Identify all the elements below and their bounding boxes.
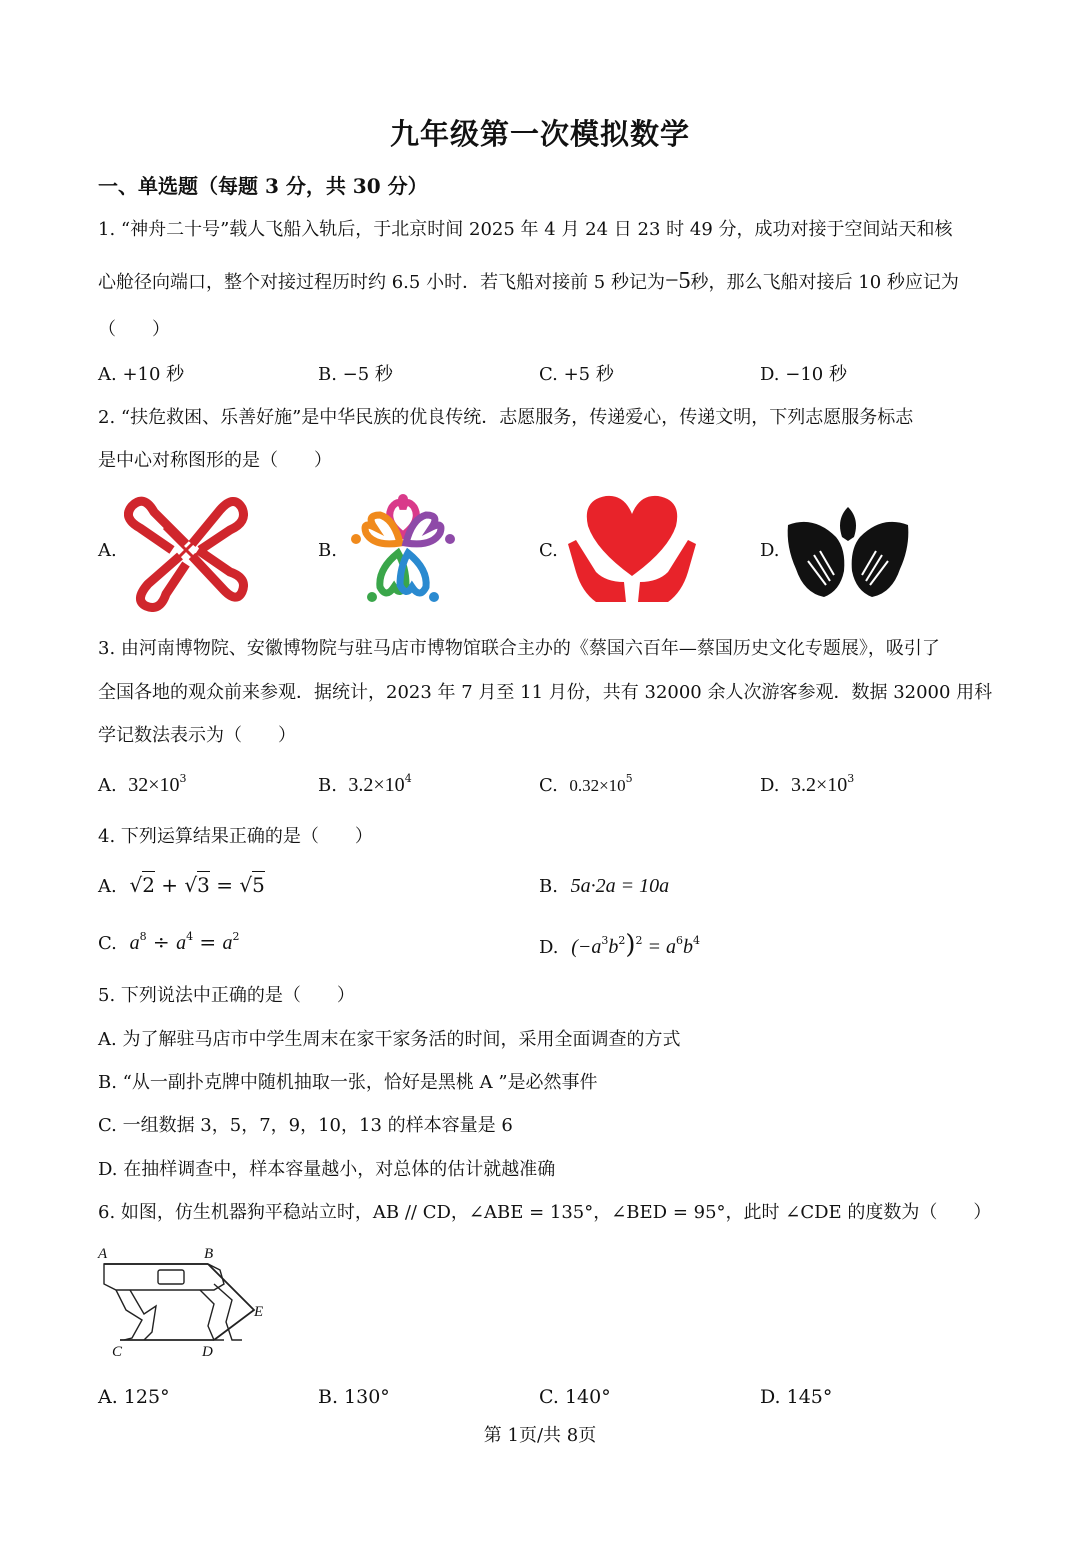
label-a: A xyxy=(98,1246,108,1262)
q4-c-base-3: a xyxy=(222,932,233,954)
q3-option-b-label: B. xyxy=(318,775,337,796)
q3-option-b-base: 3.2×10 xyxy=(348,774,405,796)
q2-label-a[interactable]: A. xyxy=(98,540,117,561)
q6-option-b[interactable]: B. 130° xyxy=(318,1386,390,1408)
q1-line-2c: 秒，那么飞船对接后 10 秒应记为 xyxy=(690,272,959,293)
q3-option-b[interactable] xyxy=(318,772,412,797)
q2-label-c[interactable]: C. xyxy=(539,540,558,561)
q4-c-divide: ÷ xyxy=(146,930,177,954)
q4-c-exp-1: 8 xyxy=(139,930,147,943)
q2-line-1: 2. “扶危救困、乐善好施”是中华民族的优良传统．志愿服务，传递爱心，传递文明，下列志愿服务标志 xyxy=(98,407,914,428)
q3-option-d[interactable] xyxy=(760,772,854,797)
robot-dog-figure xyxy=(96,1240,286,1364)
black-hands-logo-icon[interactable] xyxy=(786,505,910,599)
q6-option-d[interactable]: D. 145° xyxy=(760,1386,833,1408)
q3-option-a-label: A. xyxy=(98,775,117,796)
q4-option-b-label: B. xyxy=(539,876,558,897)
q2-line-2: 是中心对称图形的是（ ） xyxy=(98,450,332,471)
q4-option-c-label: C. xyxy=(98,933,117,954)
q4-d-eq: = a xyxy=(642,936,677,958)
q1-minus-five: −5 xyxy=(664,268,691,294)
q6-option-a[interactable]: A. 125° xyxy=(98,1386,170,1408)
q3-option-d-label: D. xyxy=(760,775,780,796)
robot-panel xyxy=(158,1270,184,1284)
q1-option-a[interactable]: A. +10 秒 xyxy=(98,364,185,385)
q3-option-a[interactable] xyxy=(98,772,186,797)
q5-option-c[interactable]: C. 一组数据 3，5，7，9，10，13 的样本容量是 6 xyxy=(98,1115,513,1136)
q4-d-end: b xyxy=(683,936,694,958)
q3-option-b-exp: 4 xyxy=(404,772,412,785)
robot-front-leg-1 xyxy=(116,1290,142,1340)
q4-c-exp-3: 2 xyxy=(232,930,240,943)
q3-option-a-exp: 3 xyxy=(179,772,187,785)
label-d: D xyxy=(202,1344,213,1360)
robot-back-leg-2 xyxy=(214,1284,242,1340)
section-heading: 一、单选题（每题 3 分，共 30 分） xyxy=(98,174,428,198)
q3-option-c-base: 0.32×10 xyxy=(569,776,626,795)
q4-c-exp-2: 4 xyxy=(186,930,194,943)
q4-d-open: (−a xyxy=(571,936,602,958)
q3-option-d-exp: 3 xyxy=(847,772,855,785)
q4-c-base-2: a xyxy=(176,932,187,954)
page-title: 九年级第一次模拟数学 xyxy=(389,117,690,151)
q4-d-exp-1: 3 xyxy=(601,934,609,947)
q4-option-d-label: D. xyxy=(539,937,559,958)
label-b: B xyxy=(204,1246,214,1262)
q4-b-expression: 5a·2a = 10a xyxy=(570,875,670,897)
q1-line-3: （ ） xyxy=(98,319,170,340)
q4-option-a-label: A. xyxy=(98,876,117,897)
q1-option-b[interactable]: B. −5 秒 xyxy=(318,364,393,385)
q3-option-c[interactable] xyxy=(539,772,633,796)
robot-body xyxy=(104,1264,224,1290)
q4-option-d[interactable] xyxy=(539,930,700,960)
q4-d-exp-3: 2 xyxy=(635,934,643,947)
q6-option-c[interactable]: C. 140° xyxy=(539,1386,611,1408)
q3-line-1: 3. 由河南博物院、安徽博物院与驻马店市博物馆联合主办的《蔡国六百年—蔡国历史文化专题展》，吸引了 xyxy=(98,638,940,659)
q4-a-radicand-1: 2 xyxy=(142,873,155,897)
q2-label-b[interactable]: B. xyxy=(318,540,337,561)
page-footer: 第 1页/共 8页 xyxy=(483,1425,597,1446)
q2-label-d[interactable]: D. xyxy=(760,540,780,561)
q4-d-exp-5: 4 xyxy=(693,934,701,947)
q4-d-exp-2: 2 xyxy=(618,934,626,947)
clover-hands-logo-icon[interactable] xyxy=(124,488,248,612)
heart-hands-logo-icon[interactable] xyxy=(566,492,698,606)
q1-line-2 xyxy=(98,268,959,295)
q5-option-a[interactable]: A. 为了解驻马店市中学生周末在家干家务活的时间，采用全面调查的方式 xyxy=(98,1029,681,1050)
q4-a-radicand-3: 5 xyxy=(252,873,265,897)
colorful-hearts-logo-icon[interactable] xyxy=(344,493,462,607)
q1-line-1: 1. “神舟二十号”载人飞船入轨后，于北京时间 2025 年 4 月 24 日 23 时 49 分，成功对接于空间站天和核 xyxy=(98,219,953,240)
q5-option-d[interactable]: D. 在抽样调查中，样本容量越小，对总体的估计就越准确 xyxy=(98,1159,556,1180)
q4-c-equals: = xyxy=(193,930,223,954)
label-e: E xyxy=(254,1304,264,1320)
q3-option-c-label: C. xyxy=(539,775,558,796)
q4-c-base-1: a xyxy=(129,932,140,954)
q4-d-exp-4: 6 xyxy=(676,934,684,947)
q4-a-equals: = xyxy=(209,873,240,897)
q1-option-d[interactable]: D. −10 秒 xyxy=(760,364,847,385)
q3-option-c-exp: 5 xyxy=(625,772,633,785)
q5-line-1: 5. 下列说法中正确的是（ ） xyxy=(98,985,355,1006)
robot-back-leg-1 xyxy=(200,1290,224,1340)
label-c: C xyxy=(112,1344,123,1360)
q6-line-1: 6. 如图，仿生机器狗平稳站立时，AB // CD，∠ABE = 135°，∠BED = 95°，此时 ∠CDE 的度数为（ ） xyxy=(98,1202,992,1223)
q4-option-b[interactable] xyxy=(539,873,669,898)
q4-d-mid: b xyxy=(608,936,619,958)
q4-d-close: ) xyxy=(625,930,636,960)
q3-line-2: 全国各地的观众前来参观．据统计，2023 年 7 月至 11 月份，共有 32000 余人次游客参观．数据 32000 用科 xyxy=(98,682,993,703)
q4-option-c[interactable] xyxy=(98,930,240,955)
q4-a-plus: + xyxy=(154,873,185,897)
q3-line-3: 学记数法表示为（ ） xyxy=(98,725,296,746)
q4-line-1: 4. 下列运算结果正确的是（ ） xyxy=(98,826,373,847)
q1-line-2a: 心舱径向端口，整个对接过程历时约 6.5 小时．若飞船对接前 5 秒记为 xyxy=(98,272,665,293)
q4-option-a[interactable]: A. √2 + √3 = √5 xyxy=(98,873,265,897)
q4-a-radicand-2: 3 xyxy=(197,873,210,897)
q3-option-a-base: 32×10 xyxy=(128,774,180,796)
q1-option-c[interactable]: C. +5 秒 xyxy=(539,364,614,385)
q5-option-b[interactable]: B. “从一副扑克牌中随机抽取一张，恰好是黑桃 A ”是必然事件 xyxy=(98,1072,598,1093)
q3-option-d-base: 3.2×10 xyxy=(790,774,848,796)
